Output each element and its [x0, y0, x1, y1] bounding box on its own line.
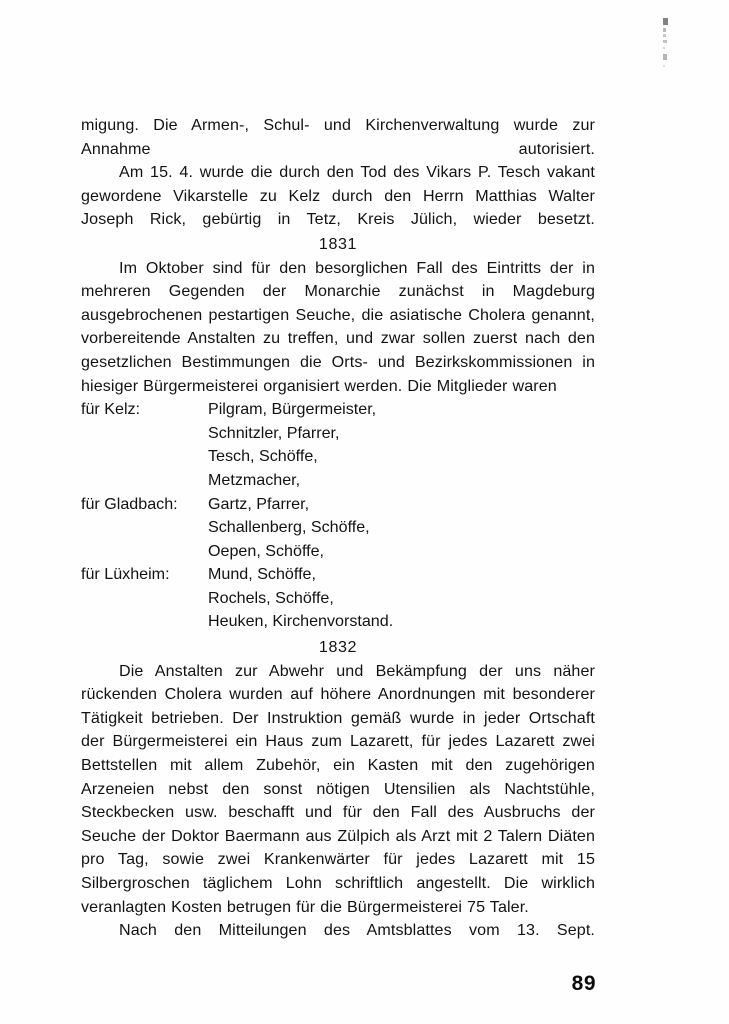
paragraph-cholera-measures-1832: Die Anstalten zur Abwehr und Bekämpfung der uns näher rückenden Cholera wurden auf höhere Anordnungen mit besonderer Tätigkeit betrieben. Der Instruktion gemäß wurde in jeder Ortschaft der Bürgermeisterei ein Haus zum Lazarett, für jedes Lazarett zwei Bettstellen mit allem Zubehör, ein Kasten mit den zugehörigen Arzeneien nebst den sonst nötigen Utensilien als Nachtstühle, Steckbecken usw. beschafft und für den Fall des Ausbruchs der Seuche der Doktor Baermann aus Zülpich als Arzt mit 2 Talern Diäten pro Tag, sowie zwei Krankenwärter für jedes Lazarett mit 15 Silbergroschen täglichem Lohn schriftlich angestellt. Die wirklich veranlagten Kosten betrugen für die Bürgermeisterei 75 Taler. — [81, 661, 595, 916]
year-heading-1831: 1831 — [318, 234, 358, 253]
paragraph-vikarstelle-kelz: Am 15. 4. wurde die durch den Tod des Vikars P. Tesch vakant gewordene Vikarstelle zu Kelz durch den Herrn Matthias Walter Joseph Rick, gebürtig in Tetz, Kreis Jülich, wieder besetzt. — [81, 163, 595, 229]
member-name: Oepen, Schöffe, — [208, 541, 325, 560]
member-row — [81, 422, 595, 446]
member-name: Rochels, Schöffe, — [208, 588, 334, 607]
paragraph-amtsblatt-notice: Nach den Mitteilungen des Amtsblattes vom 13. Sept. — [119, 921, 595, 940]
member-row — [81, 587, 595, 611]
member-name: Heuken, Kirchenvorstand. — [208, 612, 394, 631]
member-row — [81, 493, 595, 517]
member-place-label: für Lüxheim: — [81, 565, 170, 584]
member-name: Metzmacher, — [208, 470, 301, 489]
member-name: Schallenberg, Schöffe, — [208, 518, 370, 537]
member-row — [81, 516, 595, 540]
member-place-label: für Kelz: — [81, 400, 141, 419]
member-row — [81, 540, 595, 564]
member-row — [81, 610, 595, 634]
page-text-column — [81, 114, 595, 943]
page-number: 89 — [571, 972, 596, 995]
member-name: Tesch, Schöffe, — [208, 447, 318, 466]
member-name: Schnitzler, Pfarrer, — [208, 423, 340, 442]
commission-member-list — [81, 398, 595, 634]
member-place-label: für Gladbach: — [81, 494, 178, 513]
member-row — [81, 469, 595, 493]
member-name: Mund, Schöffe, — [208, 565, 316, 584]
member-name: Pilgram, Bürgermeister, — [208, 400, 377, 419]
member-row — [81, 445, 595, 469]
paragraph-continued-from-previous-page: migung. Die Armen-, Schul- und Kirchenverwaltung wurde zur Annahme autorisiert. — [81, 116, 595, 158]
year-heading-1832: 1832 — [318, 638, 358, 657]
member-row — [81, 563, 595, 587]
member-row — [81, 398, 595, 422]
member-name: Gartz, Pfarrer, — [208, 494, 310, 513]
paragraph-cholera-preparations-1831: Im Oktober sind für den besorglichen Fall des Eintritts der in mehreren Gegenden der Monarchie zunächst in Magdeburg ausgebrochenen pestartigen Seuche, die asiatische Cholera genannt, vorbereitende Anstalten zu treffen, und zwar sollen zuerst nach den gesetzlichen Bestimmungen die Orts- und Bezirkskommissionen in hiesiger Bürgermeisterei organisiert werden. Die Mitglieder waren — [81, 258, 595, 395]
scan-speck-artifact — [662, 18, 670, 70]
